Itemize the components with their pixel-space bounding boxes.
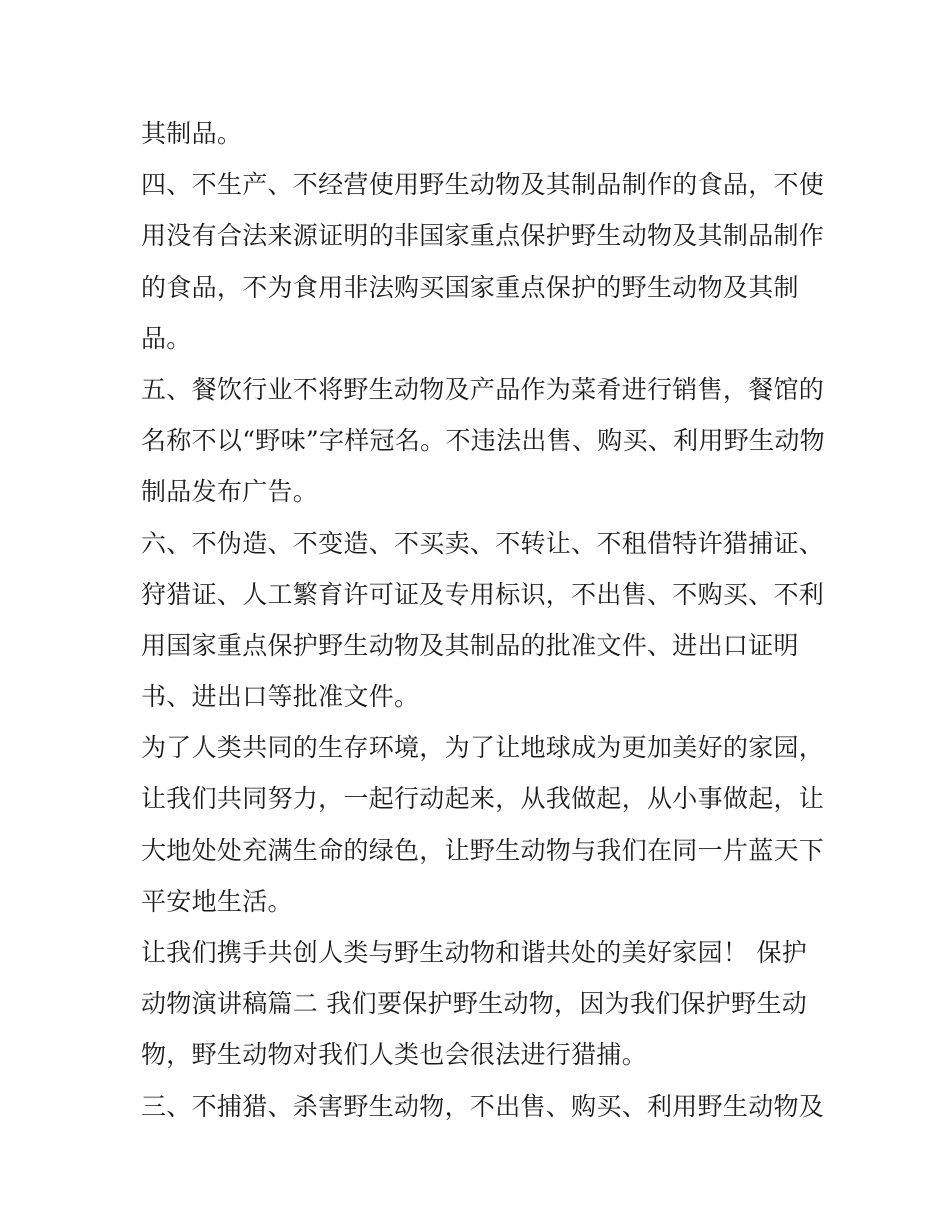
text-line: 三、不捕猎、杀害野生动物，不出售、购买、利用野生动物及 <box>141 1091 825 1121</box>
text-line: 物，野生动物对我们人类也会很法进行猎捕。 <box>141 1040 648 1070</box>
text-line: 品。 <box>141 323 192 353</box>
text-line: 制品发布广告。 <box>141 477 319 507</box>
text-line: 让我们共同努力，一起行动起来，从我做起，从小事做起，让 <box>141 784 825 814</box>
text-line: 的食品，不为食用非法购买国家重点保护的野生动物及其制 <box>141 272 799 302</box>
text-line: 书、进出口等批准文件。 <box>141 682 420 712</box>
text-line: 用没有合法来源证明的非国家重点保护野生动物及其制品制作 <box>141 221 825 251</box>
text-line: 平安地生活。 <box>141 886 293 916</box>
text-line: 其制品。 <box>141 119 243 148</box>
text-line: 为了人类共同的生存环境，为了让地球成为更加美好的家园， <box>141 733 825 763</box>
text-line: 五、餐饮行业不将野生动物及产品作为菜肴进行销售，餐馆的 <box>141 374 825 404</box>
text-line: 六、不伪造、不变造、不买卖、不转让、不租借特许猎捕证、 <box>141 528 825 558</box>
text-line: 狩猎证、人工繁育许可证及专用标识，不出售、不购买、不利 <box>141 579 825 609</box>
text-line: 名称不以“野味”字样冠名。不违法出售、购买、利用野生动物 <box>141 426 825 456</box>
text-line: 大地处处充满生命的绿色，让野生动物与我们在同一片蓝天下 <box>141 835 825 865</box>
text-line: 四、不生产、不经营使用野生动物及其制品制作的食品，不使 <box>141 170 825 200</box>
text-line: 动物演讲稿篇二 我们要保护野生动物，因为我们保护野生动 <box>141 989 808 1019</box>
text-line: 用国家重点保护野生动物及其制品的批准文件、进出口证明 <box>141 630 799 660</box>
text-line: 让我们携手共创人类与野生动物和谐共处的美好家园！ 保护 <box>141 938 808 967</box>
document-body <box>141 108 825 1132</box>
